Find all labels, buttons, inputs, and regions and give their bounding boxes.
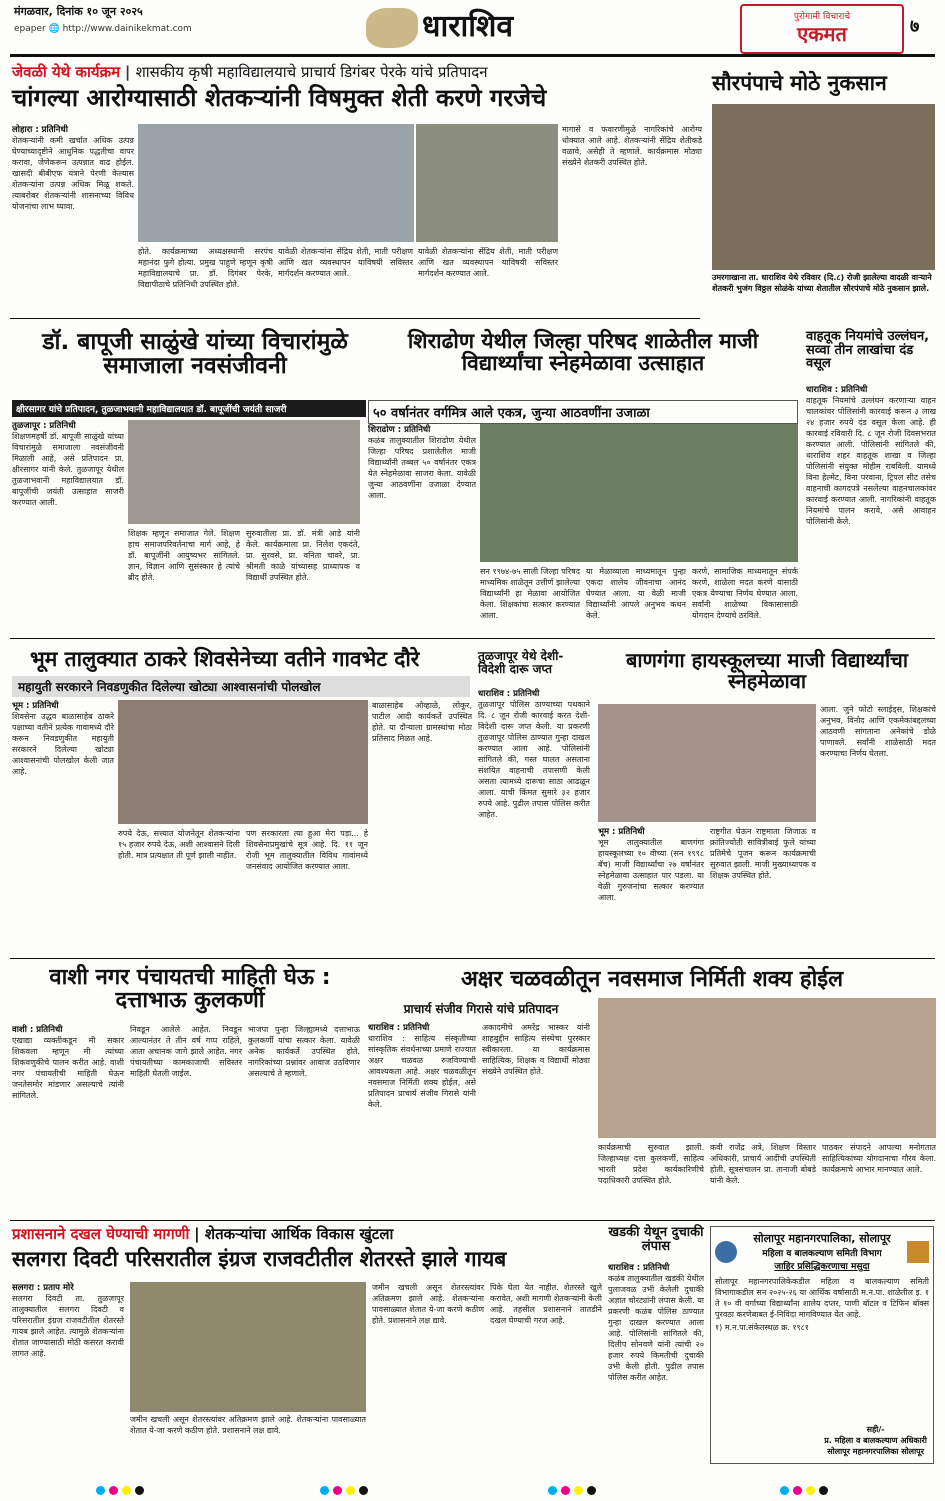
story1-headline: चांगल्या आरोग्यासाठी शेतकऱ्यांनी विषमुक्त शेती करणे गरजेचे bbox=[12, 84, 547, 112]
public-notice bbox=[710, 1226, 934, 1464]
story10-text-2: अकादमीचे अमरेंद्र भास्कर यांनी शाहबुद्दीन साहित्य संस्थेचा पुरस्कार स्वीकारला. या कार्यक्रमास साहित्यिक, शिक्षक व विद्यार्थी मोठ्या संख्येने उपस्थित होते. bbox=[482, 1023, 590, 1076]
story8-text-3: आला. जुने फोटो स्लाईड्स, शिक्षकांचे अनुभव, विनोद आणि एकमेकांबद्दलच्या आठवणी सांगताना अनेकांचे डोळे पाणावले. सर्वांनी शाळेसाठी मदत करण्याचा निर्णय घेतला. bbox=[820, 705, 936, 758]
story8-headline: बाणगंगा हायस्कूलच्या माजी विद्यार्थ्यांचा स्नेहमेळावा bbox=[625, 648, 909, 693]
story10-column-4 bbox=[710, 1142, 816, 1214]
story6-text-1: शिवसेना उद्धव बाळासाहेब ठाकरे पक्षाच्या वतीने प्रत्येक गावामध्ये दौरे करून निवडणुकीत महायुती सरकारने दिलेल्या खोट्या आश्वासनांची पोलखोल केली जात आहे. bbox=[12, 712, 114, 776]
story2-headline: सौरपंपाचे मोठे नुकसान bbox=[712, 71, 887, 95]
story1-byline: लोहारा : प्रतिनिधी bbox=[12, 125, 68, 135]
municipal-seal-icon bbox=[715, 1241, 737, 1263]
notice-emblem-icon bbox=[907, 1241, 929, 1263]
story5-byline: धाराशिव : प्रतिनिधी bbox=[806, 385, 868, 395]
story1-subhead: शासकीय कृषी महाविद्यालयाचे प्राचार्य डिगंबर पेरके यांचे प्रतिपादन bbox=[135, 63, 488, 81]
story7-text: तुळजापूर पोलिस ठाण्याच्या पथकाने दि. ८ जून रोजी कारवाई करत देशी-विदेशी दारू जप्त केली. या प्रकरणी तुळजापूर पोलिस ठाण्यात गुन्हा दाखल करण्यात आला आहे. पोलिसांनी सांगितले की, गस्त घालत असताना संशयित वाहनाची तपासणी केली असता त्यामध्ये दारूचा साठा आढळून आला. याची किंमत सुमारे ३२ हजार रुपये आहे. पुढील तपास पोलिस करीत आहेत. bbox=[478, 700, 590, 819]
story6-column-1 bbox=[12, 700, 114, 952]
story8-text-2: राष्ट्रगीत घेऊन राष्ट्रमाता जिजाऊ व क्रांतिज्योती सावित्रीबाई फुले यांच्या प्रतिमेचे पूजन करून कार्यक्रमाची सुरुवात झाली. माजी मुख्याध्यापक व शिक्षक उपस्थित होते. bbox=[710, 827, 816, 880]
story6-strip: महायुती सरकारने निवडणुकीत दिलेल्या खोट्या आश्वासनांची पोलखोल bbox=[12, 676, 470, 697]
story4-text-1: कळंब तालुक्यातील शिराढोण येथील जिल्हा परिषद प्रशालेतील माजी विद्यार्थ्यांनी तब्बल ५० वर्षानंतर एकत्र येत स्नेहमेळावा साजरा केला. यावेळी जुन्या आठवणींना उजाळा देण्यात आला. bbox=[368, 436, 476, 500]
story11-column-2b bbox=[130, 1414, 366, 1462]
story1-column-1 bbox=[12, 124, 134, 312]
registration-marks-center-right bbox=[548, 1486, 596, 1495]
issue-date: मंगळवार, दिनांक १० जून २०२५ bbox=[14, 5, 143, 18]
story11-byline: सलगरा : प्रताप मोरे bbox=[12, 1283, 74, 1293]
story4-column-2 bbox=[480, 566, 580, 630]
story9-column-1 bbox=[12, 1024, 124, 1214]
story1-photo-1 bbox=[138, 124, 414, 242]
story1-text-2: होते. कार्यक्रमाच्या अध्यक्षस्थानी सरपंच महानंदा फुगे होत्या. प्रमुख पाहुणे म्हणून कृषी महाविद्यालयाचे प्रा. डॉ. दिगंबर पेरके, विद्यापीठाचे प्रतिनिधी उपस्थित होते. bbox=[138, 247, 273, 289]
story6-text-2: रुपये देऊ, सत्त्यात योजनेतून शेतकऱ्यांना १५ हजार रुपये देऊ, अशी आश्वासने दिली होती. मात्र प्रत्यक्षात ती पूर्ण झाली नाहीत. bbox=[118, 829, 240, 860]
brand-name: एकमत bbox=[797, 22, 847, 46]
story10-subhead: प्राचार्य संजीव गिरासे यांचे प्रतिपादन bbox=[403, 1002, 559, 1016]
story3-headline: डॉ. बापूजी साळुंखे यांच्या विचारांमुळे समाजाला नवसंजीवनी bbox=[42, 329, 348, 380]
story11-text-3: पिके घेता येत नाहीत. शेतरस्ते खुले करावेत, अशी मागणी शेतकऱ्यांनी केली आहे. तहसील प्रशासनाने तातडीने दखल घेण्याची गरज आहे. bbox=[490, 1283, 602, 1325]
notice-sign-org: सोलापूर महानगरपालिका सोलापूर bbox=[827, 1447, 924, 1456]
story11-column-3 bbox=[490, 1282, 602, 1462]
section-map-icon bbox=[366, 8, 418, 48]
notice-sign-label: सही/- bbox=[866, 1425, 885, 1434]
story4-headline: शिराढोण येथील जिल्हा परिषद शाळेतील माजी विद्यार्थ्यांचा स्नेहमेळावा उत्साहात bbox=[407, 329, 759, 376]
divider-3 bbox=[10, 958, 935, 959]
story4-subhead: ५० वर्षानंतर वर्गमित्र आले एकत्र, जुन्या आठवणींना उजाळा bbox=[368, 400, 798, 424]
story9-text-3: भाजपा पुन्हा जिल्ह्यामध्ये दत्ताभाऊ कुलकर्णी यांचा सत्कार केला. यावेळी अनेक कार्यकर्ते उपस्थित होते. नागरिकांच्या प्रश्नांवर आवाज उठविणार असल्याचे ते म्हणाले. bbox=[248, 1025, 360, 1078]
page-number: ७ bbox=[910, 16, 920, 37]
story2-photo bbox=[712, 104, 935, 270]
story1-column-3 bbox=[278, 246, 413, 312]
story8-text-1: भूम तालुक्यातील बाणगंगा हायस्कूलच्या १० वीच्या (सन १९९८ बॅच) माजी विद्यार्थ्यांचा २७ वर्षानंतर स्नेहमेळावा उत्साहात पार पडला. या वेळी गुरुजनांचा सत्कार करण्यात आला. bbox=[598, 838, 704, 902]
divider-4 bbox=[10, 1220, 935, 1221]
story11-column-2 bbox=[372, 1282, 484, 1462]
story12-column bbox=[608, 1262, 704, 1462]
notice-sign-name: प्र. महिला व बालकल्याण अधिकारी bbox=[824, 1436, 927, 1445]
story10-text-3: कार्यक्रमाची सुरुवात झाली. जिल्हाध्यक्ष दत्ता कुलकर्णी, साहित्य भारती प्रदेश कार्यकारिणीचे पदाधिकारी उपस्थित होते. bbox=[598, 1143, 704, 1185]
story4-text-2: सन १९७४-७५ साली जिल्हा परिषद माध्यमिक शाळेतून उत्तीर्ण झालेल्या विद्यार्थ्यांनी हा मेळावा आयोजित केला. शिक्षकांचा सत्कार करण्यात आला. bbox=[480, 567, 580, 620]
story3-text-2: शिक्षक म्हणून समाजात गेले. शिक्षण हाच समाजपरिवर्तनाचा मार्ग आहे, हे डॉ. बापूजींनी आयुष्यभर सांगितले. ज्ञान, विज्ञान आणि सुसंस्कार हे त्यांचे ब्रीद होते. bbox=[128, 529, 240, 582]
story1-text-1: शेतकऱ्यांनी कमी खर्चात अधिक उत्पन्न घेण्याच्यादृष्टीने आधुनिक पद्धतीचा वापर करावा, जेणेकरून उत्पन्नात वाढ होईल. खासदी बीबीएफ यंत्राने पेरणी केल्यास शेतकऱ्यांना उत्पन्न अधिक मिळू शकते. त्याबरोबर शेतकऱ्यांनी शासनाच्या विविध योजनांचा लाभ घ्यावा. bbox=[12, 136, 134, 211]
divider-1 bbox=[10, 318, 700, 319]
divider-2 bbox=[10, 638, 935, 639]
story3-text-3: सुरुवातीला प्रा. डॉ. मंत्री आडे यांनी केले. कार्यक्रमाला प्रा. निलेश एकदंते, प्रा. सुरवसे, प्रा. वनिता चावरे, प्रा. श्रीमती काळे यांच्यासह प्राध्यापक व विद्यार्थी उपस्थित होते. bbox=[246, 529, 360, 582]
story4-text-4: करणे, सामाजिक माध्यमातून संपर्क करणे, शाळेला मदत करणे यासाठी एकत्र येण्याचा निर्णय घेण्यात आला. सर्वांनी शाळेच्या विकासासाठी योगदान देण्याचे ठरविले. bbox=[692, 567, 798, 620]
story8-column-2 bbox=[710, 826, 816, 952]
story6-headline: भूम तालुक्यात ठाकरे शिवसेनेच्या वतीने गावभेट दौरे bbox=[30, 647, 420, 671]
registration-marks-left bbox=[96, 1486, 144, 1495]
story11-column-1 bbox=[12, 1282, 124, 1462]
story3-column-1 bbox=[12, 420, 124, 628]
masthead-rule bbox=[10, 54, 935, 57]
story11-kicker: प्रशासनाने दखल घेण्याची मागणी bbox=[12, 1225, 190, 1243]
registration-marks-right bbox=[780, 1486, 828, 1495]
story1-column-2 bbox=[138, 246, 273, 312]
story3-byline: तुळजापूर : प्रतिनिधी bbox=[12, 421, 76, 431]
story9-byline: वाशी : प्रतिनिधी bbox=[12, 1025, 63, 1035]
section-masthead bbox=[330, 0, 560, 52]
story9-headline: वाशी नगर पंचायतची माहिती घेऊ : दत्ताभाऊ कुलकर्णी bbox=[49, 965, 331, 1014]
story1-kicker: जेवळी येथे कार्यक्रम bbox=[12, 63, 121, 81]
story4-byline: शिराढोण : प्रतिनिधी bbox=[368, 425, 431, 435]
story8-column-3 bbox=[820, 704, 936, 952]
story8-column-1 bbox=[598, 826, 704, 952]
story11-kicker-line: प्रशासनाने दखल घेण्याची मागणी | शेतकऱ्यांचा आर्थिक विकास खुंटला bbox=[12, 1225, 394, 1243]
story4-column-4 bbox=[692, 566, 798, 630]
notice-title: जाहिर प्रसिद्धिकरणाचा मसुदा bbox=[774, 1262, 870, 1272]
story6-column-4 bbox=[372, 700, 472, 952]
story1-text-4: मागासे व फवारणीमुळे नागरिकांचे आरोग्य धोक्यात आले आहे. शेतकऱ्यांनी सेंद्रिय शेतीकडे वळावे, असेही ते म्हणाले. कार्यक्रमास मोठ्या संख्येने शेतकरी उपस्थित होते. bbox=[562, 125, 702, 167]
notice-text: सोलापूर महानगरपालिकेकडील महिला व बालकल्याण समिती विभागाकडील सन २०२५-२६ या आर्थिक वर्षासाठी म.न.पा. शाळेतील इ. १ ते १० वी वर्गाच्या विद्यार्थ्यांना शालेय दप्तर, पाणी बॉटल व टिफिन बॉक्स पुरवठा करणेबाबत ई-निविदा मागविण्यात येत आहे. bbox=[715, 1277, 929, 1319]
story4-column-3 bbox=[586, 566, 686, 630]
story4-text-3: या मेळाव्याला माध्यमातून पुन्हा एकदा शालेय जीवनाचा आनंद घेण्यात आला. या वेळी माजी विद्यार्थ्यांनी आपले अनुभव कथन केले. bbox=[586, 567, 686, 620]
story1-photo-2 bbox=[416, 124, 558, 242]
story5-headline: वाहतूक नियमांचे उल्लंघन, सव्वा तीन लाखांचा दंड वसूल bbox=[806, 329, 930, 372]
story4-column-1 bbox=[368, 424, 476, 630]
story9-column-3 bbox=[248, 1024, 360, 1214]
story10-text-5: पाठकर संपादने आपल्या मनोगतात साहित्यिकांच्या योगदानाचा गौरव केला. कार्यक्रमाचे आभार मानण्यात आले. bbox=[822, 1143, 936, 1174]
story1-text-3: यावेळी शेतकऱ्यांना सेंद्रिय शेती, माती परीक्षण आणि खत व्यवस्थापन याविषयी सविस्तर मार्गदर्शन करण्यात आले. bbox=[278, 247, 413, 278]
story6-text-3: पण सरकारला त्या हुआ मेरा पड़ा... हे शिवसेनाप्रमुखांचे सूत्र आहे. दि. ११ जून रोजी भूम तालुक्यातील विविध गावांमध्ये जनसंवाद आयोजित करण्यात आला. bbox=[246, 829, 368, 871]
story8-byline: भूम : प्रतिनिधी bbox=[598, 827, 645, 837]
story10-text-4: कवी राजेंद्र अत्रे, शिक्षण विस्तार अधिकारी, प्राचार्य आदींची उपस्थिती होती. सूत्रसंचालन प्रा. तानाजी बोबडे यांनी केले. bbox=[710, 1143, 816, 1185]
website-url[interactable]: epaper 🌐 http://www.dainikekmat.com bbox=[14, 24, 192, 34]
notice-ref: १) म.न.पा.संकेतस्थळ क्र. १९८१ bbox=[715, 1323, 809, 1332]
story10-photo bbox=[598, 998, 936, 1138]
story10-column-3 bbox=[598, 1142, 704, 1214]
story1-column-3b bbox=[418, 246, 558, 312]
story11-text-1: सलगरा दिवटी ता. तुळजापूर तालुक्यातील सलगरा दिवटी व परिसरातील इंग्रज राजवटीतील शेतरस्ते गायब झाले आहेत. त्यामुळे शेतकऱ्यांना शेतात जाण्यासाठी मोठी कसरत करावी लागत आहे. bbox=[12, 1294, 124, 1358]
story3-column-2 bbox=[128, 528, 240, 628]
notice-org: सोलापूर महानगरपालिका, सोलापूर bbox=[753, 1232, 891, 1245]
story10-column-1 bbox=[368, 1022, 476, 1214]
story8-photo bbox=[598, 704, 816, 822]
story11-text-2: जमीन खचली असून शेतरस्त्यांवर अतिक्रमण झाले आहे. शेतकऱ्यांना पावसाळ्यात शेतात ये-जा करणे कठीण होते. प्रशासनाने लक्ष द्यावे. bbox=[372, 1283, 484, 1325]
story7-column bbox=[478, 688, 590, 952]
notice-dept: महिला व बालकल्याण समिती विभाग bbox=[762, 1249, 882, 1259]
story1-kicker-line: जेवळी येथे कार्यक्रम | शासकीय कृषी महाविद्यालयाचे प्राचार्य डिगंबर पेरके यांचे प्रतिपादन bbox=[12, 63, 488, 81]
story9-text-2: निवडून आलेले आहेत. निवडून आल्यानंतर ते तीन वर्ष गप्प राहिले, आता अचानक जागे झाले आहेत. नगर पंचायतीच्या कामकाजाची सविस्तर माहिती घेतली जाईल. bbox=[130, 1025, 242, 1078]
story12-byline: धाराशिव : प्रतिनिधी bbox=[608, 1263, 670, 1273]
brand-logo bbox=[740, 4, 904, 54]
story7-headline: तुळजापूर येथे देशी-विदेशी दारू जप्त bbox=[478, 649, 564, 676]
story1-column-4 bbox=[562, 124, 702, 312]
story3-text-1: शिक्षणमहर्षी डॉ. बापूजी साळुंखे यांच्या विचारांमुळे समाजाला नवसंजीवनी मिळाली आहे, असे प्रतिपादन प्रा. क्षीरसागर यांनी केले. तुळजापूर येथील तुळजाभवानी महाविद्यालयात डॉ. बापूजींची जयंती उत्साहात साजरी करण्यात आली. bbox=[12, 432, 124, 507]
story10-column-2 bbox=[482, 1022, 590, 1214]
story11-subhead: शेतकऱ्यांचा आर्थिक विकास खुंटला bbox=[204, 1225, 394, 1243]
story7-byline: धाराशिव : प्रतिनिधी bbox=[478, 689, 540, 699]
brand-tagline: पुरोगामी विचाराचे bbox=[793, 12, 851, 22]
story10-byline: धाराशिव : प्रतिनिधी bbox=[368, 1023, 430, 1033]
story10-headline: अक्षर चळवळीतून नवसमाज निर्मिती शक्य होईल bbox=[460, 967, 844, 992]
story11-headline: सलगरा दिवटी परिसरातील इंग्रज राजवटीतील शेतरस्ते झाले गायब bbox=[12, 1247, 507, 1271]
story9-text-1: एखाद्या व्यक्तीकडून मी सकार शिकवला म्हणून मी त्यांच्या शिकवणुकीचे पालन करीत आहे. वाशी नगर पंचायतीची माहिती घेऊन जनतेसमोर मांडणार असल्याचे त्यांनी सांगितले. bbox=[12, 1036, 124, 1100]
story9-column-2 bbox=[130, 1024, 242, 1214]
story10-column-5 bbox=[822, 1142, 936, 1214]
story4-photo bbox=[480, 424, 798, 562]
story3-photo bbox=[128, 420, 360, 524]
story6-column-3 bbox=[246, 828, 368, 952]
story6-byline: भूम : प्रतिनिधी bbox=[12, 701, 59, 711]
story5-column bbox=[806, 384, 936, 630]
story3-strip: क्षीरसागर यांचे प्रतिपादन, तुळजाभवानी महाविद्यालयात डॉ. बापूजींची जयंती साजरी bbox=[12, 400, 366, 417]
section-title: धाराशिव bbox=[422, 9, 514, 44]
story6-text-4: बाळासाहेब ओव्हाळे, लोकूर, पाटील आदी कार्यकर्ते उपस्थित होते. या दौऱ्याला ग्रामस्थांचा मोठा प्रतिसाद मिळत आहे. bbox=[372, 701, 472, 743]
story11-photo bbox=[130, 1282, 366, 1412]
story5-text: वाहतूक नियमांचे उल्लंघन करणाऱ्या वाहन चालकांवर पोलिसांनी कारवाई करून ३ लाख २४ हजार रुपये दंड वसूल केला आहे. ही कारवाई रविवारी दि. ८ जून रोजी दिवसभरात करण्यात आली. पोलिसांनी सांगितले की, धाराशिव शहर वाहतूक शाखा व जिल्हा पोलिसांनी संयुक्त मोहीम राबविली. यामध्ये विना हेल्मेट, विना परवाना, ट्रिपल सीट तसेच वाहनाची कागदपत्रे नसलेल्या वाहनचालकांवर कारवाई करण्यात आली. नागरिकांनी वाहतूक नियमांचे पालन करावे, असे आवाहन पोलिसांनी केले. bbox=[806, 396, 936, 526]
story1-text-3b: यावेळी शेतकऱ्यांना सेंद्रिय शेती, माती परीक्षण आणि खत व्यवस्थापन याविषयी सविस्तर मार्गदर्शन करण्यात आले. bbox=[418, 247, 558, 278]
story12-text: कळंब तालुक्यातील खडकी येथील पुलाजवळ उभी केलेली दुचाकी अज्ञात चोरट्यांनी लंपास केली. या प्रकरणी कळंब पोलिस ठाण्यात गुन्हा दाखल करण्यात आला आहे. पोलिसांनी सांगितले की, दिलीप सोनवणे यांनी त्यांची २० हजार रुपये किमतीची दुचाकी उभी केली होती. पुढील तपास पोलिस करीत आहेत. bbox=[608, 1274, 704, 1382]
story3-column-3 bbox=[246, 528, 360, 628]
story6-photo bbox=[118, 700, 368, 824]
story12-headline: खडकी येथून दुचाकी लंपास bbox=[608, 1225, 704, 1254]
registration-marks-center-left bbox=[320, 1486, 368, 1495]
story10-text-1: धाराशिव : साहित्य संस्कृतीच्या सांस्कृतिक संवर्धनाच्या प्रमाणे राज्यात अक्षर चळवळ रुजविण्याची आवश्यकता आहे. अक्षर चळवळीतून नवसमाज निर्मिती शक्य होईल, असे प्रतिपादन प्राचार्य संजीव गिरासे यांनी केले. bbox=[368, 1034, 476, 1109]
story11-text-2b: जमीन खचली असून शेतरस्त्यांवर अतिक्रमण झाले आहे. शेतकऱ्यांना पावसाळ्यात शेतात ये-जा करणे कठीण होते. प्रशासनाने लक्ष द्यावे. bbox=[130, 1415, 366, 1435]
story2-caption: उमरगाखाना ता. धाराशिव येथे रविवार (दि.८) रोजी झालेल्या वादळी वाऱ्याने शेतकरी भुजंग विठ्ठल सोळंके यांच्या शेतातील सौरपंपाचे मोठे नुकसान झाले. bbox=[712, 273, 932, 293]
story6-column-2 bbox=[118, 828, 240, 952]
